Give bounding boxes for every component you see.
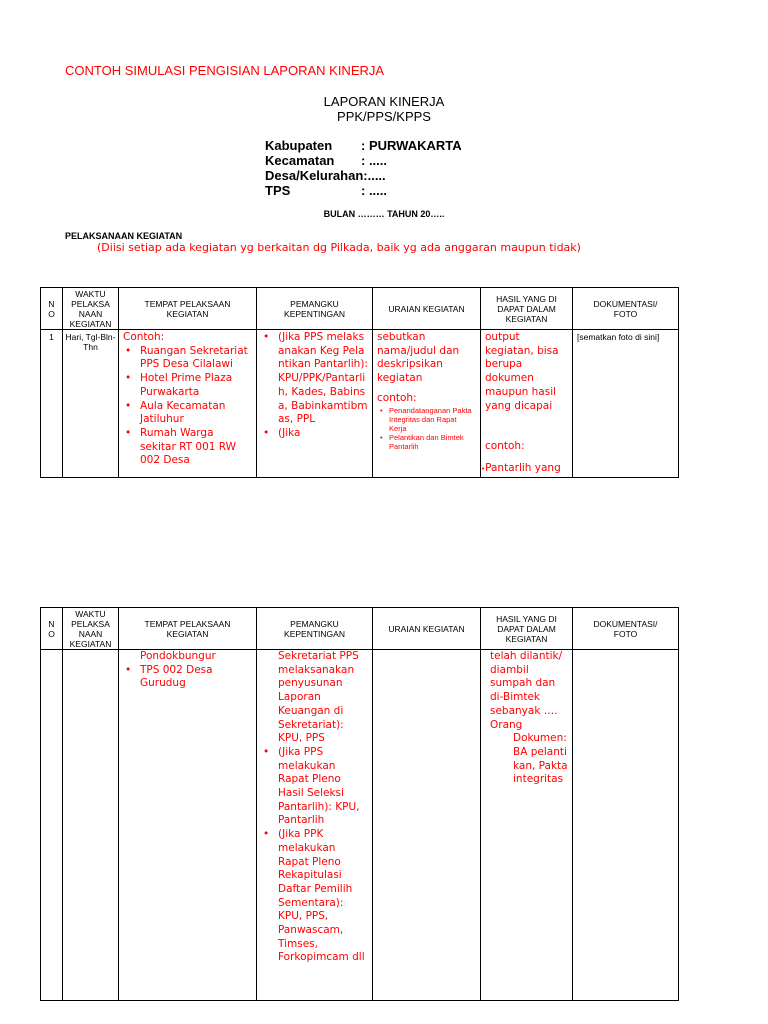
- tempat-intro: Contoh:: [123, 331, 165, 343]
- report-title: [0, 94, 768, 124]
- cell-hasil[interactable]: [481, 650, 573, 1001]
- header-label: HASIL YANG DI DAPAT DALAM KEGIATAN: [496, 293, 557, 324]
- header-label: URAIAN KEGIATAN: [388, 303, 465, 314]
- cell-dokumentasi[interactable]: [573, 650, 679, 1001]
- list-item: • Ruangan Sekretariat PPS Desa Cilalawi: [123, 345, 252, 372]
- header-no: [41, 608, 63, 650]
- field-value: : .....: [361, 183, 387, 198]
- uraian-contoh: contoh:: [377, 391, 417, 404]
- pemangku-continued: Sekretariat PPS melaksanakan penyusunan Laporan Keuangan di Sekretariat): KPU, PPS: [278, 650, 359, 745]
- list-item: • Aula Kecamatan Jatiluhur: [123, 400, 252, 427]
- cell-pemangku[interactable]: [257, 330, 373, 478]
- header-label: N O: [48, 298, 55, 319]
- hasil-item: •Pantarlih yang: [481, 461, 561, 474]
- header-label: URAIAN KEGIATAN: [388, 623, 465, 634]
- activity-table-1: [40, 287, 679, 478]
- hasil-text: output kegiatan, bisa berupa dokumen maupun hasil yang dicapai: [485, 331, 559, 412]
- section-title: PELAKSANAAN KEGIATAN: [65, 231, 183, 241]
- header-uraian: [373, 288, 481, 330]
- field-label: Kabupaten: [265, 138, 333, 153]
- field-tps: [265, 183, 387, 198]
- header-label: PEMANGKU KEPENTINGAN: [284, 618, 345, 639]
- list-item: • (Jika PPS melaksanakan Keg Pelantikan Pantarlih): KPU/PPK/Pantarlih, Kades, Babinsa, Babinkamtibmas, PPL: [261, 331, 368, 427]
- field-value: : .....: [361, 153, 387, 168]
- tempat-list: [123, 664, 252, 691]
- header-tempat: [119, 608, 257, 650]
- header-label: TEMPAT PELAKSAAN KEGIATAN: [144, 298, 231, 319]
- list-item: • Hotel Prime Plaza Purwakarta: [123, 372, 252, 399]
- cell-no: [41, 650, 63, 1001]
- tempat-continued: Pondokbungur: [140, 650, 216, 662]
- header-waktu: [63, 288, 119, 330]
- activity-table-2: [40, 607, 679, 1001]
- field-kecamatan: [265, 153, 387, 168]
- header-label: DOKUMENTASI/ FOTO: [593, 298, 658, 319]
- table-header-row: [41, 608, 679, 650]
- header-label: TEMPAT PELAKSAAN KEGIATAN: [144, 618, 231, 639]
- list-item: • Rumah Warga sekitar RT 001 RW 002 Desa: [123, 427, 252, 468]
- pemangku-list: [261, 746, 368, 965]
- hasil-item-text: Pantarlih yang: [485, 461, 561, 474]
- hasil-contoh: contoh:: [485, 440, 525, 453]
- header-no: [41, 288, 63, 330]
- field-label: Desa/Kelurahan:: [265, 168, 368, 183]
- cell-no: 1: [41, 330, 63, 478]
- cell-uraian[interactable]: [373, 650, 481, 1001]
- header-label: WAKTU PELAKSA NAAN KEGIATAN: [69, 608, 112, 649]
- table-header-row: [41, 288, 679, 330]
- uraian-text: sebutkan nama/judul dan deskripsikan kegiatan: [377, 331, 460, 385]
- cell-tempat[interactable]: [119, 650, 257, 1001]
- cell-hasil[interactable]: [481, 330, 573, 478]
- doc-heading: CONTOH SIMULASI PENGISIAN LAPORAN KINERJA: [65, 63, 385, 78]
- list-item: • TPS 002 Desa Gurudug: [123, 664, 252, 691]
- header-label: HASIL YANG DI DAPAT DALAM KEGIATAN: [496, 613, 557, 644]
- cell-waktu: [63, 650, 119, 1001]
- list-item: • (Jika: [261, 427, 368, 441]
- header-label: PEMANGKU KEPENTINGAN: [284, 298, 345, 319]
- field-value: .....: [367, 168, 386, 183]
- report-title-line-2: PPK/PPS/KPPS: [337, 109, 431, 124]
- field-kabupaten: [265, 138, 462, 153]
- header-tempat: [119, 288, 257, 330]
- table-row: [41, 650, 679, 1001]
- report-title-line-1: LAPORAN KINERJA: [323, 94, 445, 109]
- cell-waktu: Hari, Tgl-Bln-Thn: [63, 330, 119, 478]
- table-row: [41, 330, 679, 478]
- header-hasil: [481, 288, 573, 330]
- header-uraian: [373, 608, 481, 650]
- header-dokumentasi: [573, 288, 679, 330]
- uraian-list: [377, 406, 476, 451]
- header-pemangku: [257, 288, 373, 330]
- cell-uraian[interactable]: [373, 330, 481, 478]
- header-label: WAKTU PELAKSA NAAN KEGIATAN: [69, 288, 112, 329]
- field-label: Kecamatan: [265, 153, 335, 168]
- list-item: • Pelantikan dan Bimtek Pantarlih: [377, 433, 476, 451]
- pemangku-list: [261, 331, 368, 441]
- header-pemangku: [257, 608, 373, 650]
- list-item: • (Jika PPS melakukan Rapat Pleno Hasil Seleksi Pantarlih): KPU, Pantarlih: [261, 746, 368, 828]
- hasil-dokumen: Dokumen: BA pelantikan, Pakta integritas: [513, 732, 568, 786]
- list-item: • (Jika PPK melakukan Rapat Pleno Rekapitulasi Daftar Pemilih Sementara): KPU, PPS, Panwascam, Timses, Forkopimcam dll: [261, 828, 368, 965]
- field-desa: [265, 168, 386, 183]
- tempat-list: [123, 345, 252, 468]
- section-note: (Diisi setiap ada kegiatan yg berkaitan dg Pilkada, baik yg ada anggaran maupun tidak): [97, 241, 581, 254]
- period-line: BULAN ……… TAHUN 20…..: [323, 209, 445, 219]
- header-label: DOKUMENTASI/ FOTO: [593, 618, 658, 639]
- cell-pemangku[interactable]: [257, 650, 373, 1001]
- hasil-continued: telah dilantik/ diambil sumpah dan di-Bimtek sebanyak …. Orang: [490, 650, 563, 731]
- list-item: • Penandatanganan Pakta Integritas dan Rapat Kerja: [377, 406, 476, 433]
- header-label: N O: [48, 618, 55, 639]
- header-dokumentasi: [573, 608, 679, 650]
- cell-dokumentasi[interactable]: [sematkan foto di sini]: [573, 330, 679, 478]
- cell-tempat[interactable]: [119, 330, 257, 478]
- field-label: TPS: [265, 183, 291, 198]
- header-waktu: [63, 608, 119, 650]
- field-value: : PURWAKARTA: [361, 138, 462, 153]
- header-hasil: [481, 608, 573, 650]
